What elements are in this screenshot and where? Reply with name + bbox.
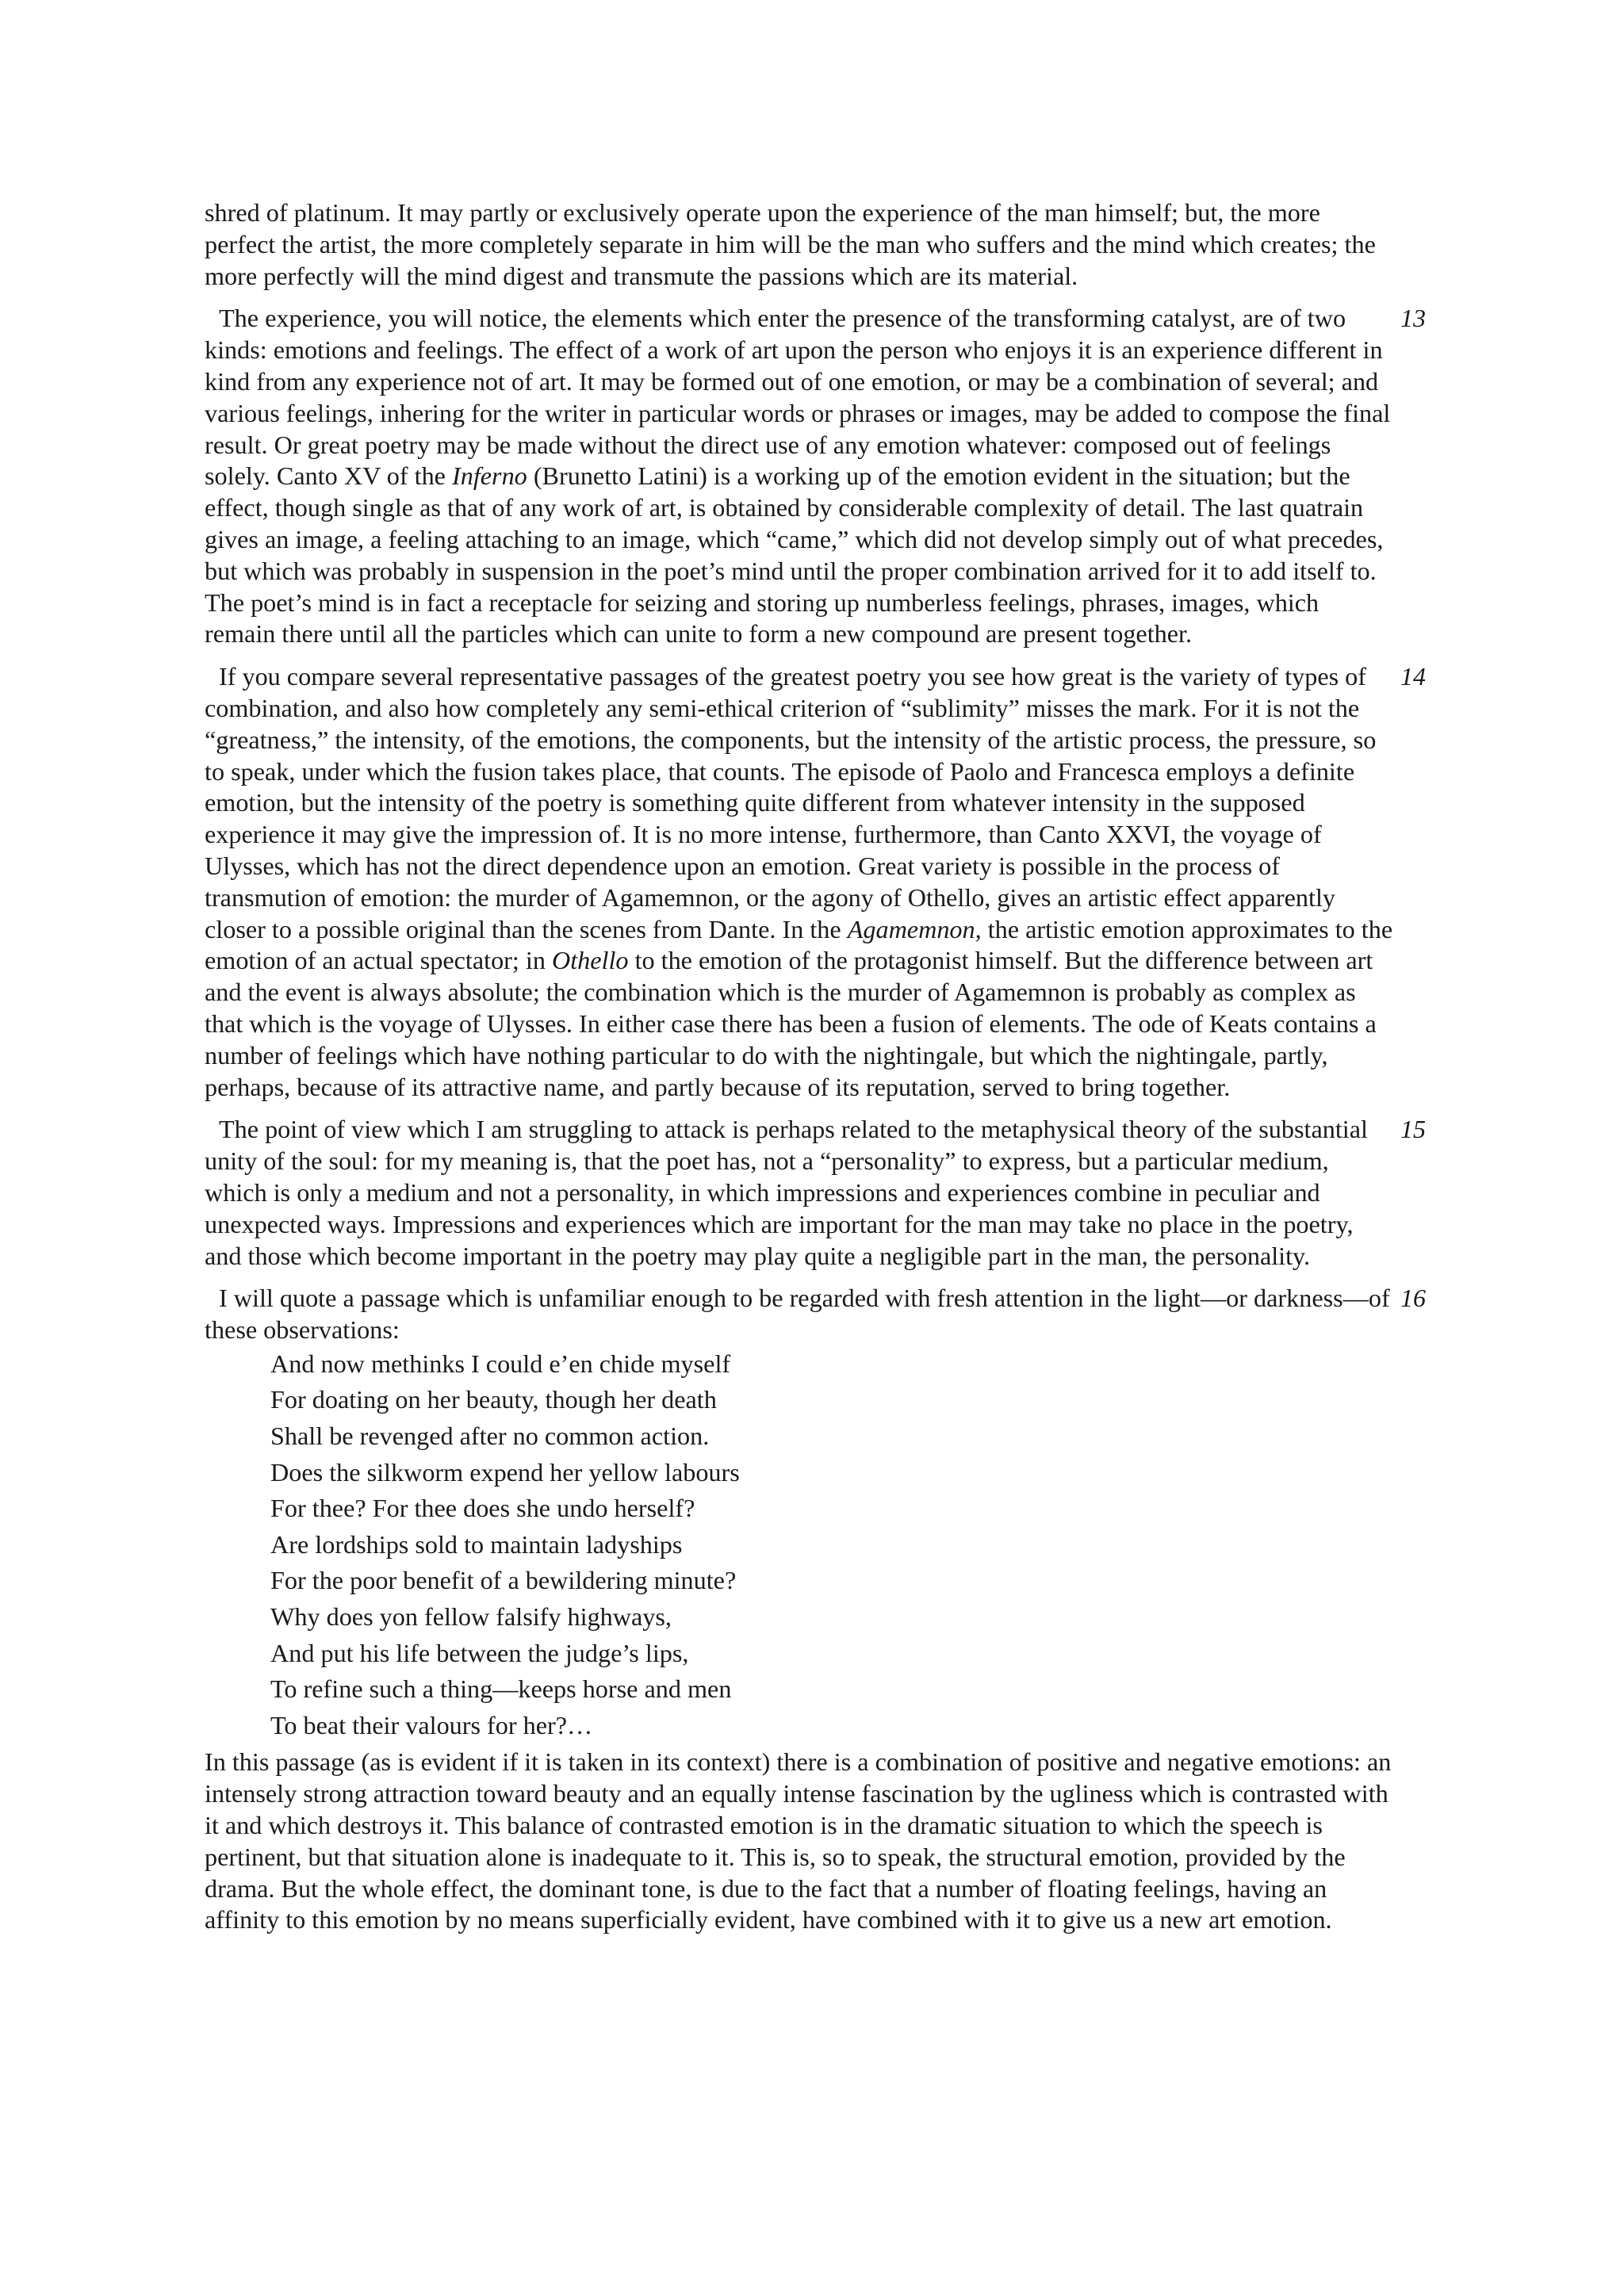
paragraph-text: The point of view which I am struggling to attack is perhaps related to the metaphysical theory of the substantial unity of the soul: for my meaning is, that the poet has, not a “personality” to express, but a particular medium, which is only a medium and not a personality, in which impressions and experiences combine in peculiar and unexpected ways. Impressions and experiences which are important for the man may take no place in the poetry, and those which become important in the poetry may play quite a negligible part in the man, the personality. <box>205 1115 1368 1270</box>
paragraph-14 <box>205 661 1426 1103</box>
verse-line: Why does yon fellow falsify highways, <box>270 1602 672 1632</box>
verse-line: And put his life between the judge’s lips, <box>270 1638 689 1667</box>
paragraph-number: 16 <box>1400 1284 1426 1313</box>
verse-line: Are lordships sold to maintain ladyships <box>270 1529 683 1559</box>
paragraph-13 <box>205 303 1426 650</box>
paragraph-text: (Brunetto Latini) is a working up of the emotion evident in the situation; but the effect, though single as that of any work of art, is obtained by considerable complexity of detail. The last quatrain gives an image, a feeling attaching to an image, which “came,” which did not develop simply out of what precedes, but which was probably in suspension in the poet’s mind until the proper combination arrived for it to add itself to. The poet’s mind is in fact a receptacle for seizing and storing up numberless feelings, phrases, images, which remain there until all the particles which can unite to form a new compound are present together. <box>205 461 1384 649</box>
verse-line: To beat their valours for her?… <box>270 1710 593 1739</box>
italic-title: Inferno <box>452 461 527 491</box>
paragraph-continued <box>205 197 1394 292</box>
paragraph-text: the artistic emotion approximates to the emotion of an actual spectator; in <box>205 914 1393 975</box>
italic-title: Othello <box>551 946 629 975</box>
italic-title: Agamemnon, <box>847 914 982 943</box>
document-page <box>205 197 1442 1936</box>
verse-line: And now methinks I could e’en chide myself <box>270 1349 731 1378</box>
paragraph-text: The experience, you will notice, the elements which enter the presence of the transforming catalyst, are of two kinds: emotions and feelings. The effect of a work of art upon the person who enjoys it is an experience different in kind from any experience not of art. It may be formed out of one emotion, or may be a combination of several; and various feelings, inhering for the writer in particular words or phrases or images, may be added to compose the final result. Or great poetry may be made without the direct use of any emotion whatever: composed out of feelings solely. Canto XV of the <box>205 304 1391 491</box>
verse-line: Shall be revenged after no common action. <box>270 1422 710 1451</box>
paragraph-15 <box>205 1114 1426 1272</box>
paragraph-number: 14 <box>1400 662 1426 691</box>
paragraph-text: In this passage (as is evident if it is taken in its context) there is a combination of positive and negative emotions: an intensely strong attraction toward beauty and an equally intense fascination by the ugliness which is contrasted with it and which destroys it. This balance of contrasted emotion is in the dramatic situation to which the speech is pertinent, but that situation alone is inadequate to it. This is, so to speak, the structural emotion, provided by the drama. But the whole effect, the dominant tone, is due to the fact that a number of floating feelings, having an affinity to this emotion by no means superficially evident, have combined with it to give us a new art emotion. <box>205 1747 1392 1934</box>
paragraph-16 <box>205 1283 1426 1346</box>
verse-line: For the poor benefit of a bewildering minute? <box>270 1566 737 1595</box>
paragraph-number: 13 <box>1400 304 1426 333</box>
paragraph-text: If you compare several representative passages of the greatest poetry you see how great is the variety of types of combination, and also how completely any semi-ethical criterion of “sublimity” misses the mark. For it is not the “greatness,” the intensity, of the emotions, the components, but the intensity of the artistic process, the pressure, so to speak, under which the fusion takes place, that counts. The episode of Paolo and Francesca employs a definite emotion, but the intensity of the poetry is something quite different from whatever intensity in the supposed experience it may give the impression of. It is no more intense, furthermore, than Canto XXVI, the voyage of Ulysses, which has not the direct dependence upon an emotion. Great variety is possible in the process of transmution of emotion: the murder of Agamemnon, or the agony of Othello, gives an artistic effect apparently closer to a possible original than the scenes from Dante. In the <box>205 662 1377 943</box>
verse-quotation <box>270 1346 1442 1744</box>
paragraph-number: 15 <box>1400 1115 1426 1144</box>
paragraph-text: shred of platinum. It may partly or exclusively operate upon the experience of the man himself; but, the more perfect the artist, the more completely separate in him will be the man who suffers and the mind which creates; the more perfectly will the mind digest and transmute the passions which are its material. <box>205 198 1376 290</box>
verse-line: To refine such a thing—keeps horse and men <box>270 1674 732 1704</box>
verse-line: For doating on her beauty, though her death <box>270 1385 717 1414</box>
paragraph-closing <box>205 1747 1394 1936</box>
paragraph-text: I will quote a passage which is unfamiliar enough to be regarded with fresh attention in the light—or darkness—of these observations: <box>205 1284 1390 1345</box>
verse-line: For thee? For thee does she undo herself? <box>270 1494 695 1523</box>
paragraph-text: to the emotion of the protagonist himself. But the difference between art and the event is always absolute; the combination which is the murder of Agamemnon is probably as complex as that which is the voyage of Ulysses. In either case there has been a fusion of elements. The ode of Keats contains a number of feelings which have nothing particular to do with the nightingale, but which the nightingale, partly, perhaps, because of its attractive name, and partly because of its reputation, served to bring together. <box>205 946 1377 1101</box>
verse-line: Does the silkworm expend her yellow labours <box>270 1457 740 1487</box>
